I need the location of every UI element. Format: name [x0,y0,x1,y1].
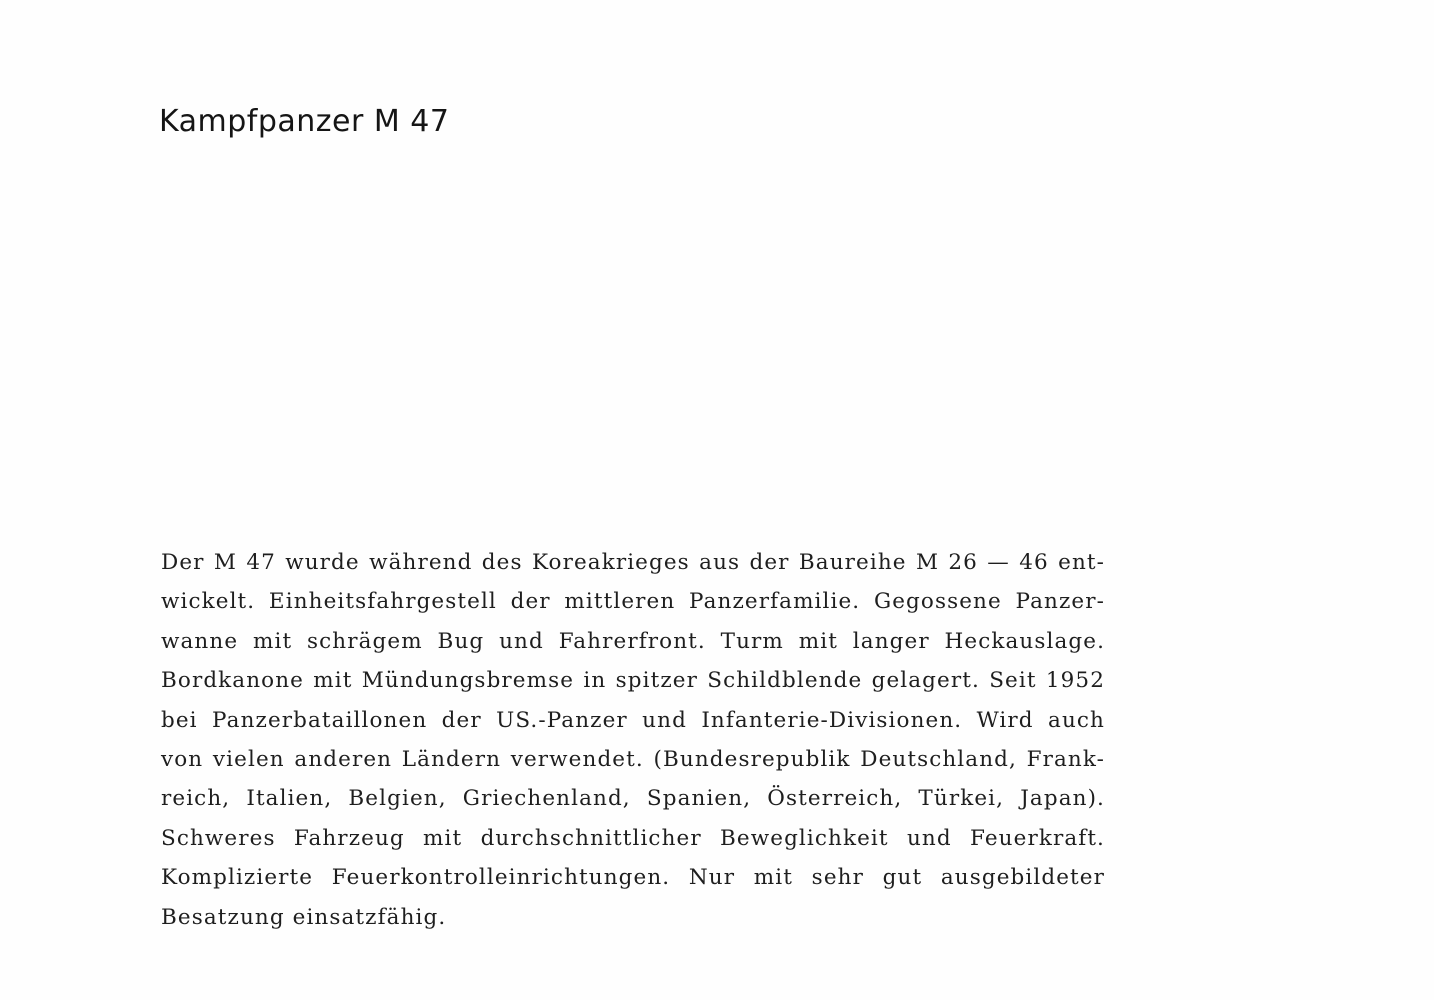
paragraph-line: Schweres Fahrzeug mit durchschnittlicher Beweglichkeit und Feuerkraft. [161,825,1105,851]
paragraph-line: Der M 47 wurde während des Koreakrieges aus der Baureihe M 26 — 46 ent- [161,550,1105,575]
paragraph-line: reich, Italien, Belgien, Griechenland, Spanien, Österreich, Türkei, Japan). [161,786,1105,812]
paragraph-line: von vielen anderen Ländern verwendet. (Bundesrepublik Deutschland, Frank- [161,746,1105,772]
page-title: Kampfpanzer M 47 [159,104,450,139]
description-paragraph [161,543,1105,937]
paragraph-line: wickelt. Einheitsfahrgestell der mittleren Panzerfamilie. Gegossene Panzer- [161,589,1105,615]
paragraph-line: bei Panzerbataillonen der US.-Panzer und Infanterie-Divisionen. Wird auch [161,707,1105,733]
paragraph-line: Besatzung einsatzfähig. [161,904,447,930]
paragraph-line: wanne mit schrägem Bug und Fahrerfront. Turm mit langer Heckauslage. [161,628,1105,654]
paragraph-line: Komplizierte Feuerkontrolleinrichtungen. Nur mit sehr gut ausgebildeter [161,865,1105,891]
paragraph-line: Bordkanone mit Mündungsbremse in spitzer Schildblende gelagert. Seit 1952 [161,668,1105,694]
